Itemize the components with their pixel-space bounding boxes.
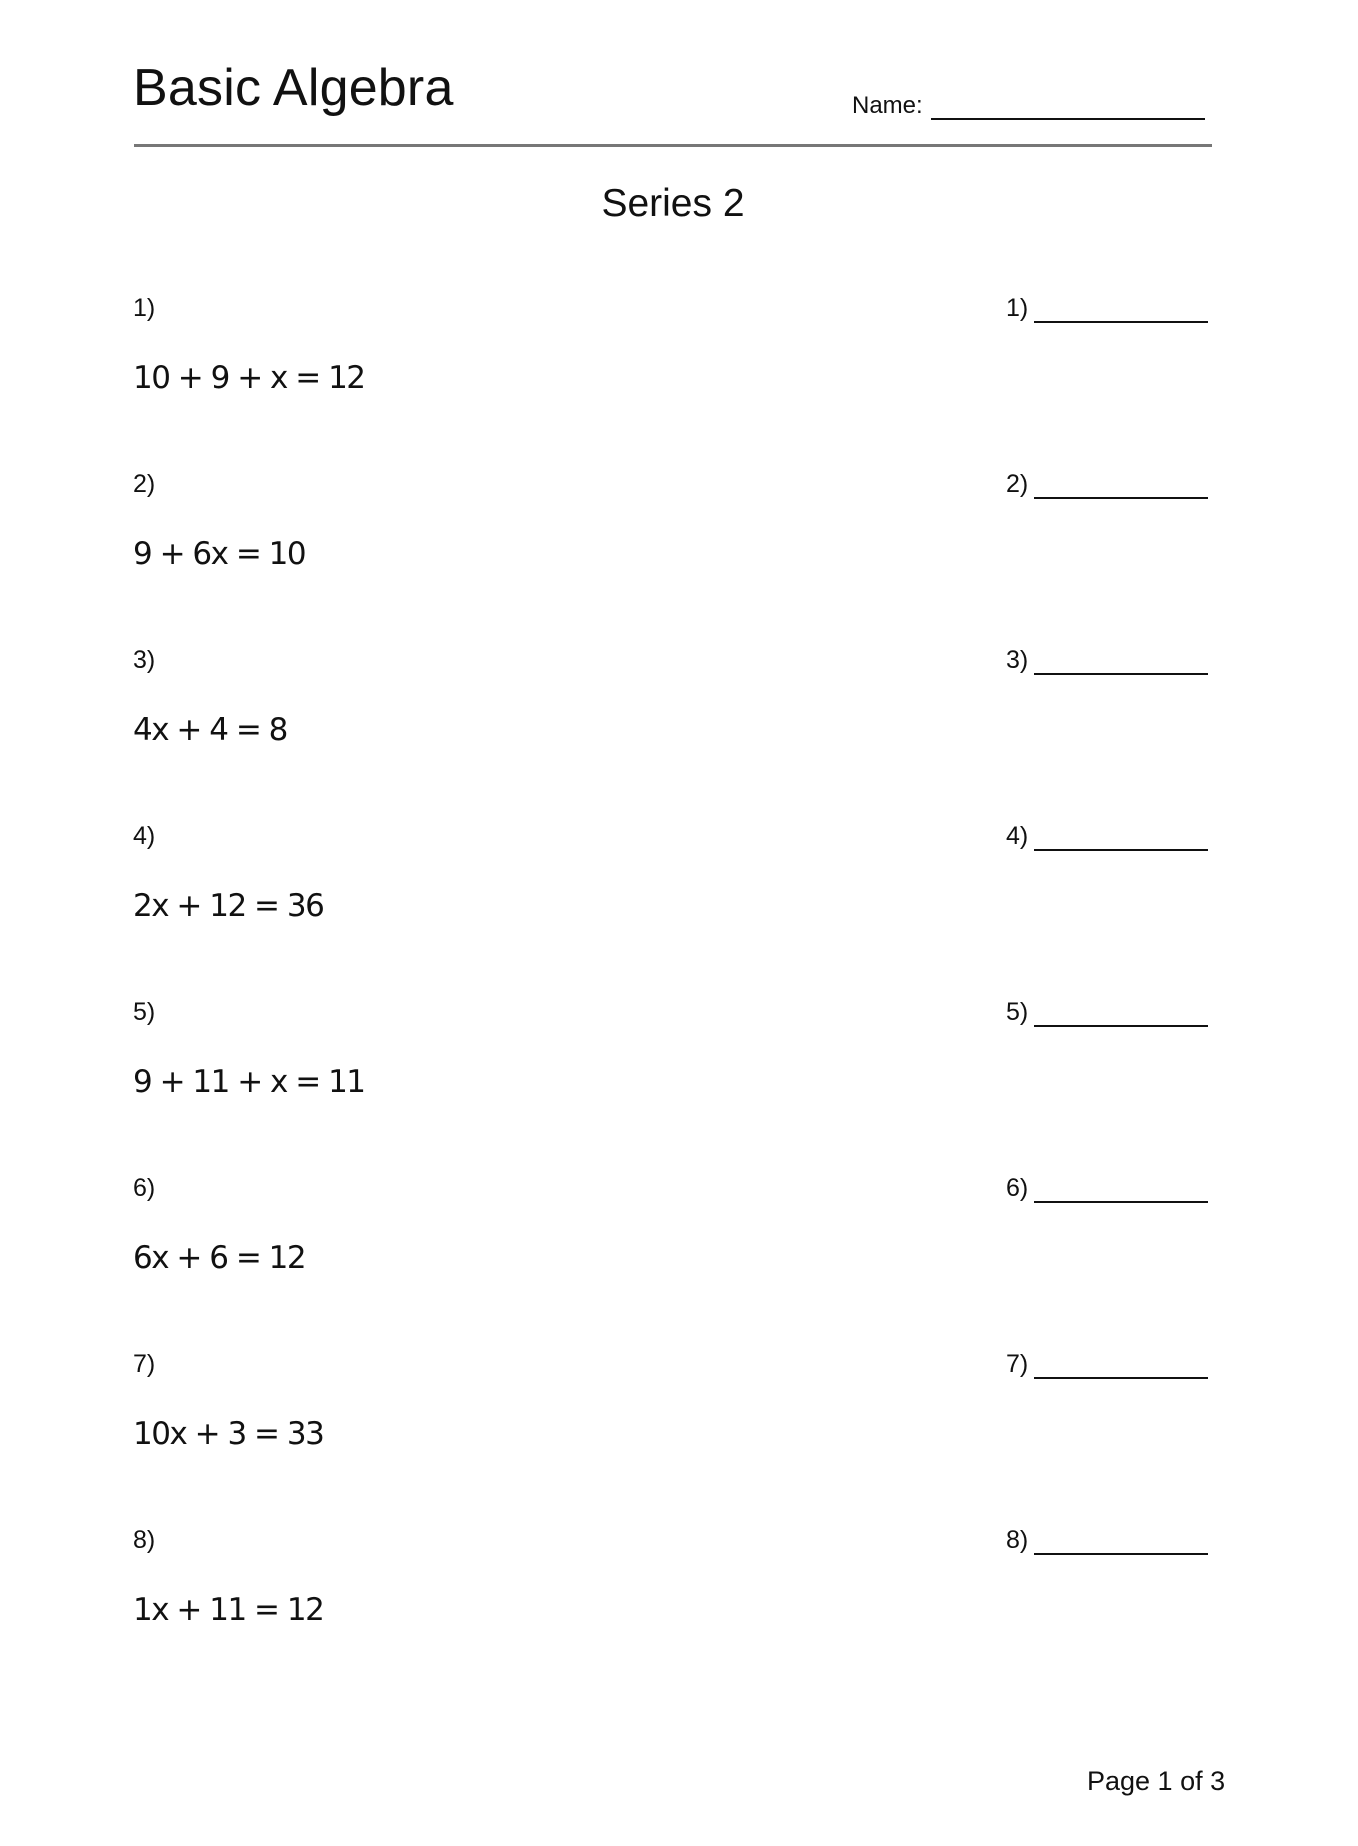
answer-number: 8) [1006, 1526, 1029, 1554]
question-equation: 6x + 6 = 12 [133, 1240, 306, 1276]
answer-slot [1006, 1174, 1208, 1203]
question-number: 7) [133, 1350, 156, 1378]
name-field [852, 92, 1205, 120]
page-indicator: Page 1 of 3 [1087, 1766, 1226, 1796]
answer-slot [1006, 822, 1208, 851]
question-equation: 4x + 4 = 8 [133, 712, 287, 748]
answer-slot [1006, 1350, 1208, 1379]
question-number: 1) [133, 294, 156, 322]
question-number: 4) [133, 822, 156, 850]
answer-blank-line[interactable] [1034, 301, 1208, 323]
answer-slot [1006, 1526, 1208, 1555]
answer-number: 6) [1006, 1174, 1029, 1202]
question-equation: 9 + 11 + x = 11 [133, 1064, 365, 1100]
answer-blank-line[interactable] [1034, 1533, 1208, 1555]
answer-blank-line[interactable] [1034, 829, 1208, 851]
answer-blank-line[interactable] [1034, 1357, 1208, 1379]
question-equation: 10x + 3 = 33 [133, 1416, 324, 1452]
answer-blank-line[interactable] [1034, 477, 1208, 499]
name-label: Name: [852, 92, 923, 119]
question-equation: 1x + 11 = 12 [133, 1592, 324, 1628]
worksheet-title: Basic Algebra [133, 59, 454, 117]
answer-slot [1006, 470, 1208, 499]
answer-number: 4) [1006, 822, 1029, 850]
question-equation: 9 + 6x = 10 [133, 536, 306, 572]
question-equation: 2x + 12 = 36 [133, 888, 324, 924]
answer-number: 3) [1006, 646, 1029, 674]
answer-slot [1006, 646, 1208, 675]
answer-number: 5) [1006, 998, 1029, 1026]
question-number: 2) [133, 470, 156, 498]
answer-number: 1) [1006, 294, 1029, 322]
section-title: Series 2 [601, 182, 745, 225]
answer-number: 2) [1006, 470, 1029, 498]
answer-blank-line[interactable] [1034, 1005, 1208, 1027]
answer-blank-line[interactable] [1034, 653, 1208, 675]
answer-slot [1006, 294, 1208, 323]
answer-number: 7) [1006, 1350, 1029, 1378]
question-number: 5) [133, 998, 156, 1026]
header-divider [134, 144, 1212, 147]
name-blank-line[interactable] [931, 96, 1205, 120]
question-number: 3) [133, 646, 156, 674]
question-number: 8) [133, 1526, 156, 1554]
answer-blank-line[interactable] [1034, 1181, 1208, 1203]
answer-slot [1006, 998, 1208, 1027]
question-number: 6) [133, 1174, 156, 1202]
question-equation: 10 + 9 + x = 12 [133, 360, 365, 396]
